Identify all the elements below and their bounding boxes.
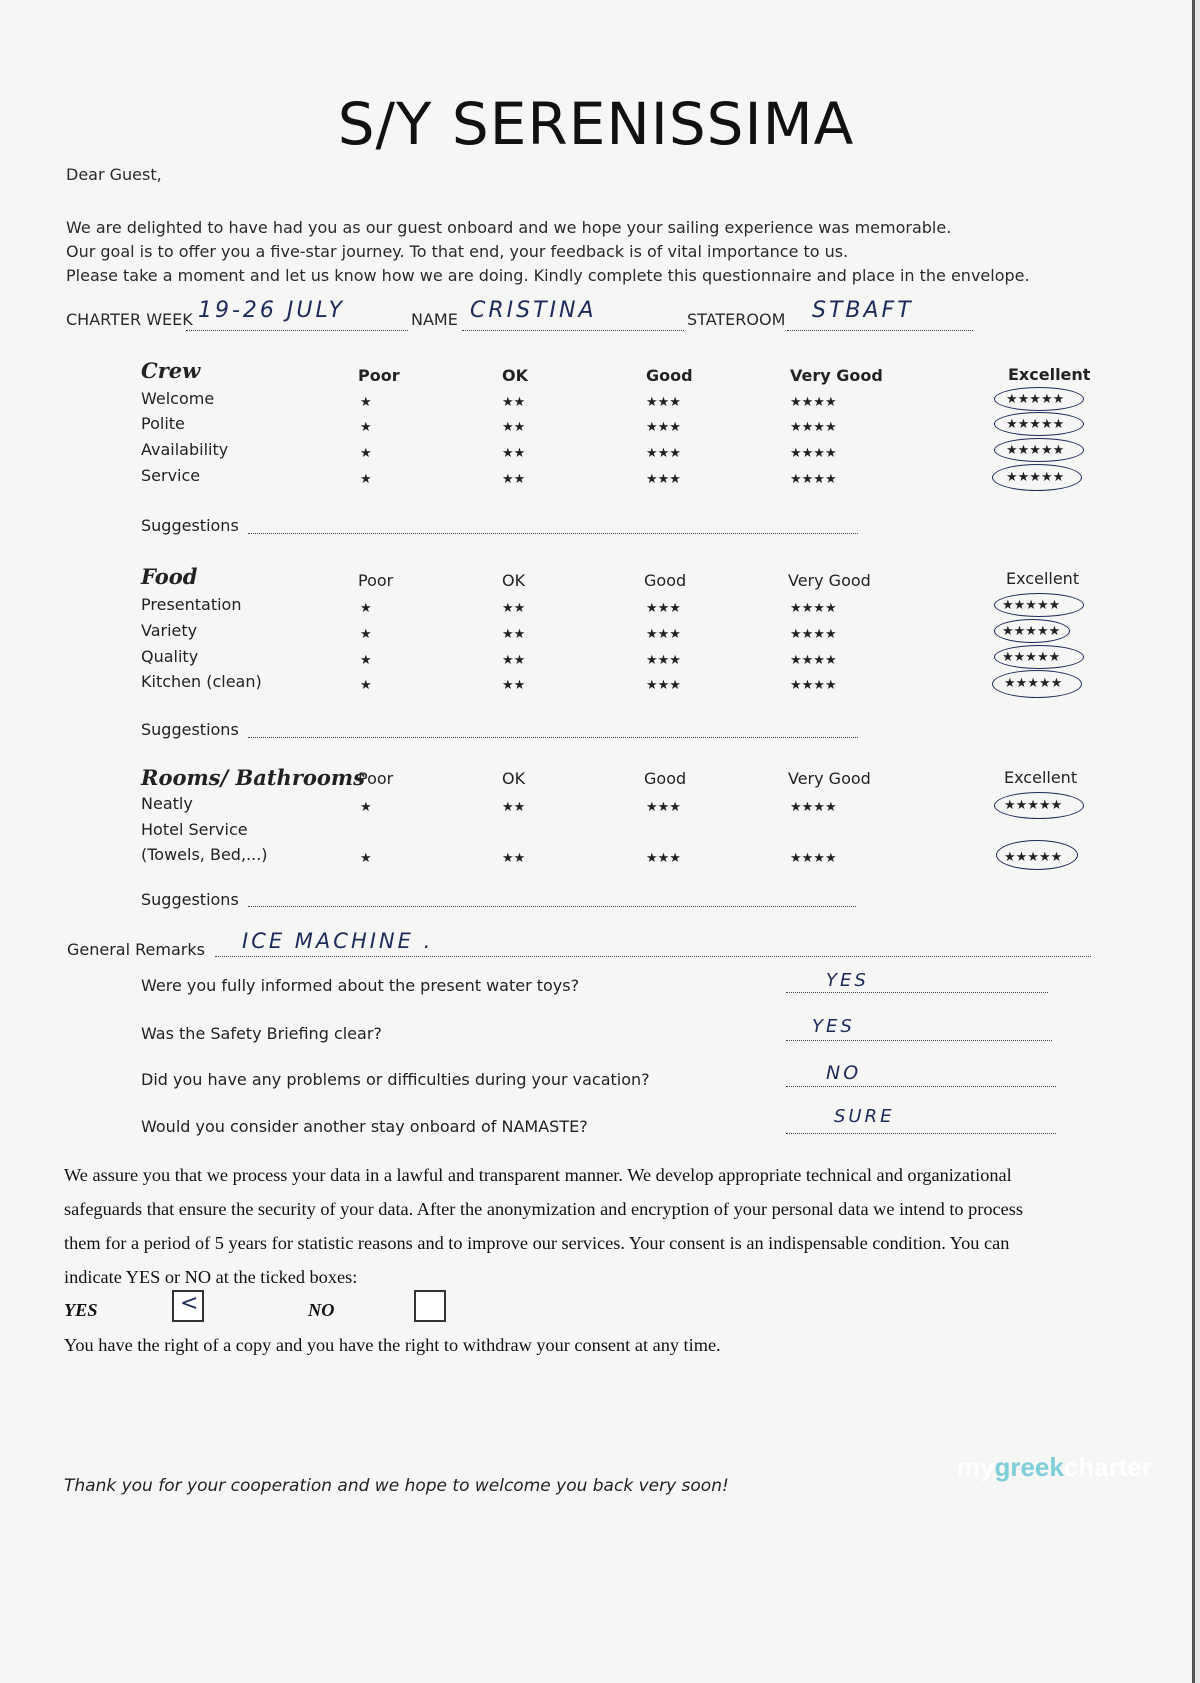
rating-3-star[interactable]: ★★★ xyxy=(646,652,681,667)
rating-1-star[interactable]: ★ xyxy=(360,799,372,814)
header-poor: Poor xyxy=(358,571,394,590)
rating-2-star[interactable]: ★★ xyxy=(502,626,526,641)
thank-you-text: Thank you for your cooperation and we hope to welcome you back very soon! xyxy=(64,1476,729,1496)
rating-5-star[interactable]: ★★★★★ xyxy=(1006,442,1065,457)
rating-1-star[interactable]: ★ xyxy=(360,652,372,667)
rating-2-star[interactable]: ★★ xyxy=(502,600,526,615)
rating-4-star[interactable]: ★★★★ xyxy=(790,600,837,615)
crew-welcome-label: Welcome xyxy=(141,389,215,408)
charter-week-label: CHARTER WEEK xyxy=(66,310,193,329)
question-another-stay: Would you consider another stay onboard of NAMASTE? xyxy=(141,1117,588,1136)
rooms-suggestions-label: Suggestions xyxy=(141,890,239,909)
question-safety-briefing: Was the Safety Briefing clear? xyxy=(141,1024,382,1043)
section-title-rooms: Rooms/ Bathrooms xyxy=(141,765,365,790)
stateroom-line xyxy=(787,330,973,331)
rating-4-star[interactable]: ★★★★ xyxy=(790,394,837,409)
food-suggestions-field[interactable] xyxy=(248,737,858,738)
rooms-towels-label: (Towels, Bed,...) xyxy=(141,845,268,864)
rating-3-star[interactable]: ★★★ xyxy=(646,850,681,865)
rating-3-star[interactable]: ★★★ xyxy=(646,471,681,486)
rating-5-star[interactable]: ★★★★★ xyxy=(1006,469,1065,484)
header-excellent: Excellent xyxy=(1004,768,1078,787)
rating-1-star[interactable]: ★ xyxy=(360,677,372,692)
food-quality-label: Quality xyxy=(141,647,199,666)
rating-2-star[interactable]: ★★ xyxy=(502,471,526,486)
answer-water-toys[interactable]: YES xyxy=(826,970,869,991)
rating-5-star[interactable]: ★★★★★ xyxy=(1002,623,1061,638)
header-ok: OK xyxy=(502,769,526,788)
charter-week-line xyxy=(186,330,408,331)
answer-problems[interactable]: NO xyxy=(826,1062,862,1084)
header-ok: OK xyxy=(502,366,528,385)
header-ok: OK xyxy=(502,571,526,590)
rating-1-star[interactable]: ★ xyxy=(360,394,372,409)
rating-2-star[interactable]: ★★ xyxy=(502,850,526,865)
answer-line xyxy=(786,1040,1052,1041)
header-very-good: Very Good xyxy=(790,366,883,385)
rating-2-star[interactable]: ★★ xyxy=(502,394,526,409)
header-poor: Poor xyxy=(358,366,400,385)
rating-4-star[interactable]: ★★★★ xyxy=(790,445,837,460)
selected-circle xyxy=(992,464,1082,491)
rating-1-star[interactable]: ★ xyxy=(360,626,372,641)
question-water-toys: Were you fully informed about the present water toys? xyxy=(141,976,580,995)
selected-circle xyxy=(994,619,1070,643)
consent-yes-checkbox[interactable] xyxy=(172,1290,204,1322)
selected-circle xyxy=(994,593,1084,617)
crew-polite-label: Polite xyxy=(141,414,185,433)
selected-circle xyxy=(994,792,1084,819)
consent-no-label: NO xyxy=(308,1300,335,1320)
intro-line-1: We are delighted to have had you as our guest onboard and we hope your sailing experience was memorable. xyxy=(66,218,952,237)
rating-3-star[interactable]: ★★★ xyxy=(646,445,681,460)
answer-line xyxy=(786,1133,1056,1134)
privacy-text-line-1: We assure you that we process your data in a lawful and transparent manner. We develop appropriate technical and organizational xyxy=(64,1165,1012,1185)
rating-2-star[interactable]: ★★ xyxy=(502,652,526,667)
header-excellent: Excellent xyxy=(1008,365,1091,384)
rating-2-star[interactable]: ★★ xyxy=(502,419,526,434)
form-title: S/Y SERENISSIMA xyxy=(337,90,855,158)
rooms-hotel-service-label: Hotel Service xyxy=(141,820,248,839)
watermark-logo xyxy=(957,1452,1152,1483)
privacy-text-line-2: safeguards that ensure the security of your data. After the anonymization and encryption of your personal data we intend to process xyxy=(64,1199,1023,1219)
rights-text: You have the right of a copy and you have the right to withdraw your consent at any time. xyxy=(64,1335,721,1355)
rating-4-star[interactable]: ★★★★ xyxy=(790,652,837,667)
selected-circle xyxy=(994,387,1084,411)
intro-line-2: Our goal is to offer you a five-star journey. To that end, your feedback is of vital importance to us. xyxy=(66,242,849,261)
rooms-suggestions-field[interactable] xyxy=(248,906,856,907)
question-problems: Did you have any problems or difficulties during your vacation? xyxy=(141,1070,650,1089)
header-excellent: Excellent xyxy=(1006,569,1080,588)
header-good: Good xyxy=(644,571,687,590)
rating-4-star[interactable]: ★★★★ xyxy=(790,419,837,434)
rating-4-star[interactable]: ★★★★ xyxy=(790,471,837,486)
consent-no-checkbox[interactable] xyxy=(414,1290,446,1322)
rating-1-star[interactable]: ★ xyxy=(360,471,372,486)
watermark-part-2: greek xyxy=(994,1452,1064,1482)
rating-4-star[interactable]: ★★★★ xyxy=(790,799,837,814)
crew-availability-label: Availability xyxy=(141,440,229,459)
consent-yes-label: YES xyxy=(64,1300,98,1320)
answer-another-stay[interactable]: SURE xyxy=(834,1106,895,1127)
rating-5-star[interactable]: ★★★★★ xyxy=(1002,649,1061,664)
rating-2-star[interactable]: ★★ xyxy=(502,799,526,814)
food-kitchen-label: Kitchen (clean) xyxy=(141,672,262,691)
rating-5-star[interactable]: ★★★★★ xyxy=(1004,849,1063,864)
crew-service-label: Service xyxy=(141,466,201,485)
food-presentation-label: Presentation xyxy=(141,595,242,614)
name-line xyxy=(462,330,684,331)
answer-safety-briefing[interactable]: YES xyxy=(812,1016,855,1037)
section-title-crew: Crew xyxy=(141,358,201,383)
rating-4-star[interactable]: ★★★★ xyxy=(790,850,837,865)
rating-4-star[interactable]: ★★★★ xyxy=(790,677,837,692)
selected-circle xyxy=(992,670,1082,698)
rating-5-star[interactable]: ★★★★★ xyxy=(1002,597,1061,612)
privacy-text-line-3: them for a period of 5 years for statistic reasons and to improve our services. Your consent is an indispensable condition. You can xyxy=(64,1233,1010,1253)
name-label: NAME xyxy=(411,310,458,329)
stateroom-field[interactable]: STBAFT xyxy=(812,298,914,323)
crew-suggestions-label: Suggestions xyxy=(141,516,239,535)
check-mark: < xyxy=(180,1291,199,1316)
watermark-part-3: charter xyxy=(1063,1452,1152,1482)
rating-4-star[interactable]: ★★★★ xyxy=(790,626,837,641)
rating-2-star[interactable]: ★★ xyxy=(502,677,526,692)
rating-5-star[interactable]: ★★★★★ xyxy=(1004,797,1063,812)
rooms-neatly-label: Neatly xyxy=(141,794,193,813)
watermark-part-1: my xyxy=(956,1452,995,1482)
rating-5-star[interactable]: ★★★★★ xyxy=(1006,416,1065,431)
food-suggestions-label: Suggestions xyxy=(141,720,239,739)
selected-circle xyxy=(994,645,1084,669)
greeting: Dear Guest, xyxy=(66,165,162,184)
header-good: Good xyxy=(646,366,693,385)
answer-line xyxy=(786,992,1048,993)
rating-3-star[interactable]: ★★★ xyxy=(646,677,681,692)
food-variety-label: Variety xyxy=(141,621,198,640)
header-poor: Poor xyxy=(358,769,394,788)
selected-circle xyxy=(994,412,1084,436)
rating-3-star[interactable]: ★★★ xyxy=(646,394,681,409)
stateroom-label: STATEROOM xyxy=(687,310,786,329)
header-very-good: Very Good xyxy=(788,769,871,788)
rating-3-star[interactable]: ★★★ xyxy=(646,600,681,615)
privacy-text-line-4: indicate YES or NO at the ticked boxes: xyxy=(64,1267,358,1287)
intro-line-3: Please take a moment and let us know how we are doing. Kindly complete this questionnaire and place in the envelope. xyxy=(66,266,1030,285)
answer-line xyxy=(786,1086,1056,1087)
header-good: Good xyxy=(644,769,687,788)
rating-2-star[interactable]: ★★ xyxy=(502,445,526,460)
rating-3-star[interactable]: ★★★ xyxy=(646,626,681,641)
header-very-good: Very Good xyxy=(788,571,871,590)
rating-5-star[interactable]: ★★★★★ xyxy=(1004,675,1063,690)
crew-suggestions-field[interactable] xyxy=(248,533,858,534)
rating-1-star[interactable]: ★ xyxy=(360,419,372,434)
rating-3-star[interactable]: ★★★ xyxy=(646,799,681,814)
rating-1-star[interactable]: ★ xyxy=(360,445,372,460)
name-field[interactable]: CRISTINA xyxy=(470,298,597,323)
charter-week-field[interactable]: 19-26 JULY xyxy=(198,298,346,323)
general-remarks-label: General Remarks xyxy=(67,940,205,959)
rating-1-star[interactable]: ★ xyxy=(360,600,372,615)
rating-5-star[interactable]: ★★★★★ xyxy=(1006,391,1065,406)
general-remarks-field[interactable]: ICE MACHINE . xyxy=(242,929,434,953)
selected-circle xyxy=(996,840,1078,870)
general-remarks-line xyxy=(215,956,1091,957)
section-title-food: Food xyxy=(141,564,198,589)
rating-3-star[interactable]: ★★★ xyxy=(646,419,681,434)
selected-circle xyxy=(994,438,1084,462)
rating-1-star[interactable]: ★ xyxy=(360,850,372,865)
